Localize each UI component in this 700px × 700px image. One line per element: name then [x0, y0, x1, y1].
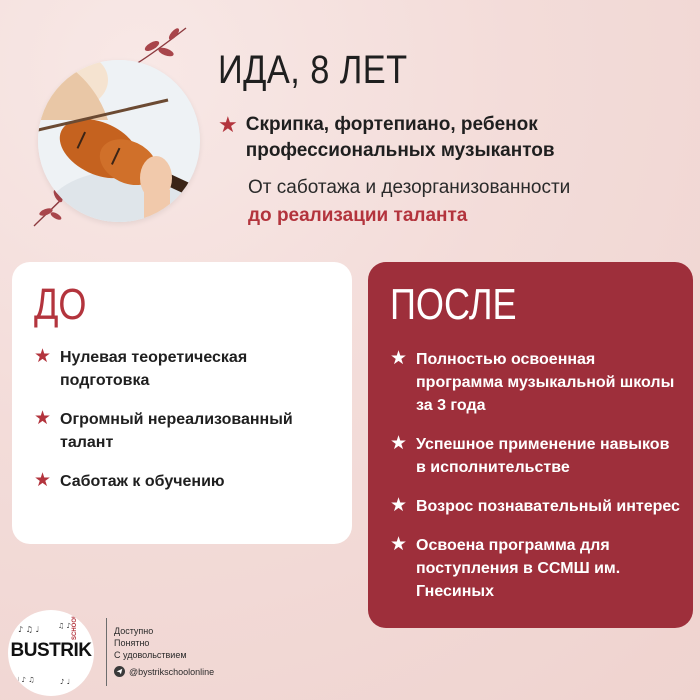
- svg-text:♩ ♪ ♫: ♩ ♪ ♫: [16, 676, 35, 684]
- list-item: [390, 433, 681, 479]
- list-item: [390, 495, 681, 518]
- subtitle-accent: до реализации таланта: [248, 205, 468, 226]
- star-icon: ★: [34, 346, 52, 367]
- after-title: ПОСЛЕ: [390, 280, 517, 329]
- tagline: С удовольствием: [114, 650, 187, 660]
- school-logo[interactable]: [8, 610, 94, 696]
- star-icon: ★: [390, 433, 408, 454]
- star-icon: ★: [218, 112, 238, 137]
- star-icon: ★: [390, 534, 408, 555]
- before-title: ДО: [34, 280, 87, 329]
- highlight-text: Скрипка, фортепиано, ребенок профессиональных музыкантов: [245, 114, 555, 161]
- logo-wordmark: BUSTRIK: [10, 640, 92, 661]
- after-card: [368, 262, 693, 628]
- subtitle: [248, 174, 688, 230]
- page-title: ИДА, 8 ЛЕТ: [218, 48, 408, 92]
- list-item-text: Огромный нереализованный талант: [60, 411, 293, 451]
- list-item-text: Возрос познавательный интерес: [416, 498, 680, 515]
- list-item-text: Освоена программа для поступления в ССМШ им. Гнесиных: [416, 537, 621, 600]
- after-list: [390, 348, 681, 619]
- violin-illustration: [38, 60, 200, 222]
- star-icon: ★: [390, 348, 408, 369]
- before-list: [34, 346, 340, 509]
- tagline: Понятно: [114, 638, 150, 648]
- highlight-line: [218, 112, 678, 164]
- list-item-text: Полностью освоенная программа музыкальной школы за 3 года: [416, 351, 675, 414]
- list-item-text: Успешное применение навыков в исполнительстве: [416, 436, 670, 476]
- before-card: [12, 262, 352, 544]
- list-item: [34, 408, 340, 454]
- handle-text: @bystrikschoolonline: [129, 666, 215, 677]
- violin-player-photo: [38, 60, 200, 222]
- star-icon: ★: [390, 495, 408, 516]
- logo-subtext: SCHOOL: [72, 614, 78, 640]
- svg-text:♫ ♪: ♫ ♪: [58, 622, 71, 630]
- tagline-list: [114, 625, 187, 661]
- list-item: [34, 346, 340, 392]
- telegram-icon: [114, 666, 125, 677]
- list-item-text: Саботаж к обучению: [60, 473, 225, 490]
- list-item: [34, 470, 340, 493]
- social-handle[interactable]: [114, 666, 214, 677]
- svg-text:♪ ♩: ♪ ♩: [60, 678, 70, 686]
- star-icon: ★: [34, 470, 52, 491]
- tagline: Доступно: [114, 626, 154, 636]
- list-item: [390, 534, 681, 603]
- footer-divider: [106, 618, 107, 686]
- star-icon: ★: [34, 408, 52, 429]
- subtitle-plain: От саботажа и дезорганизованности: [248, 177, 571, 198]
- svg-text:♪ ♫ ♩: ♪ ♫ ♩: [18, 625, 40, 634]
- list-item-text: Нулевая теоретическая подготовка: [60, 349, 248, 389]
- list-item: [390, 348, 681, 417]
